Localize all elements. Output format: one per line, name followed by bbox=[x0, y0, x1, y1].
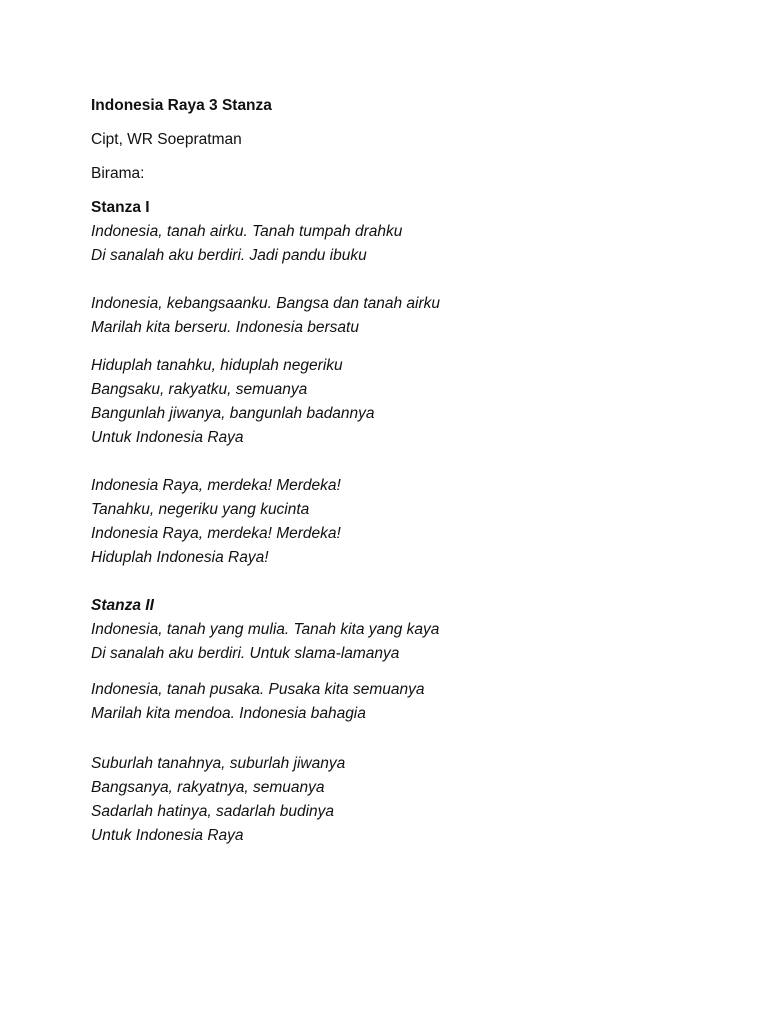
lyric-line: Indonesia, tanah yang mulia. Tanah kita yang kaya bbox=[91, 621, 440, 638]
lyric-line: Di sanalah aku berdiri. Jadi pandu ibuku bbox=[91, 247, 367, 264]
lyric-line: Hiduplah Indonesia Raya! bbox=[91, 549, 269, 566]
stanza-1-verse-2 bbox=[91, 292, 711, 340]
lyric-line: Tanahku, negeriku yang kucinta bbox=[91, 501, 310, 518]
document-body bbox=[91, 94, 711, 848]
stanza-1-heading: Stanza I bbox=[91, 199, 150, 216]
lyric-line: Untuk Indonesia Raya bbox=[91, 429, 244, 446]
lyric-line: Hiduplah tanahku, hiduplah negeriku bbox=[91, 357, 343, 374]
stanza-1-verse-1 bbox=[91, 220, 711, 268]
stanza-1-chorus bbox=[91, 474, 711, 570]
lyric-line: Marilah kita mendoa. Indonesia bahagia bbox=[91, 705, 366, 722]
lyric-line: Indonesia, kebangsaanku. Bangsa dan tanah airku bbox=[91, 295, 441, 312]
lyric-line: Bangunlah jiwanya, bangunlah badannya bbox=[91, 405, 375, 422]
stanza-2-heading: Stanza II bbox=[91, 597, 154, 614]
stanza-2-verse-1 bbox=[91, 618, 711, 666]
stanza-2-verse-3 bbox=[91, 752, 711, 848]
birama-line: Birama: bbox=[91, 165, 145, 182]
document-title: Indonesia Raya 3 Stanza bbox=[91, 97, 272, 114]
lyric-line: Marilah kita berseru. Indonesia bersatu bbox=[91, 319, 359, 336]
stanza-2-verse-2 bbox=[91, 678, 711, 726]
lyric-line: Indonesia, tanah pusaka. Pusaka kita semuanya bbox=[91, 681, 425, 698]
stanza-1 bbox=[91, 196, 711, 570]
lyric-line: Bangsanya, rakyatnya, semuanya bbox=[91, 779, 325, 796]
stanza-1-verse-3 bbox=[91, 354, 711, 450]
lyric-line: Untuk Indonesia Raya bbox=[91, 827, 244, 844]
lyric-line: Di sanalah aku berdiri. Untuk slama-lamanya bbox=[91, 645, 400, 662]
lyric-line: Suburlah tanahnya, suburlah jiwanya bbox=[91, 755, 346, 772]
lyric-line: Bangsaku, rakyatku, semuanya bbox=[91, 381, 308, 398]
lyric-line: Indonesia, tanah airku. Tanah tumpah drahku bbox=[91, 223, 403, 240]
composer-line: Cipt, WR Soepratman bbox=[91, 131, 242, 148]
stanza-2 bbox=[91, 594, 711, 848]
lyric-line: Indonesia Raya, merdeka! Merdeka! bbox=[91, 525, 341, 542]
lyric-line: Sadarlah hatinya, sadarlah budinya bbox=[91, 803, 335, 820]
lyric-line: Indonesia Raya, merdeka! Merdeka! bbox=[91, 477, 341, 494]
